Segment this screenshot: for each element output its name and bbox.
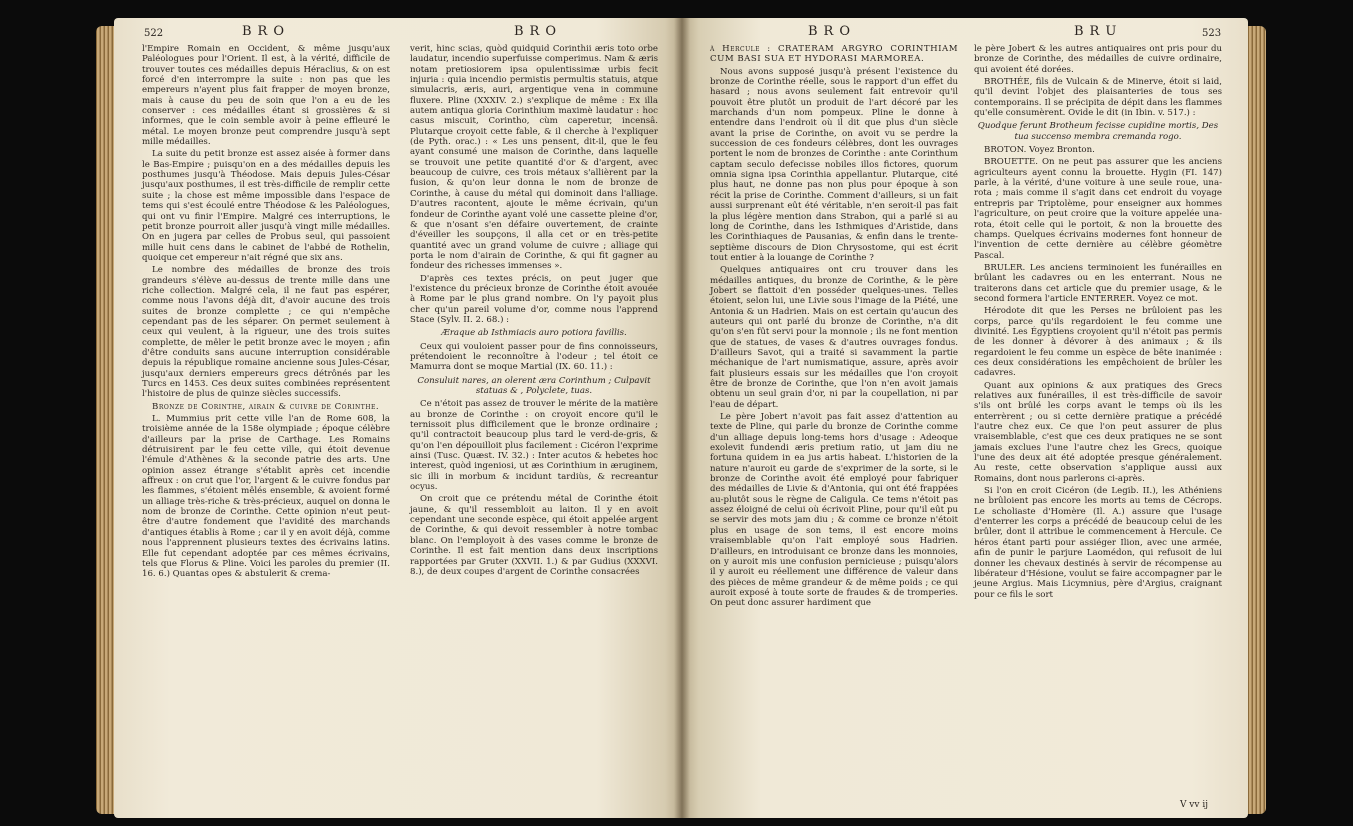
left-page-column-2	[410, 44, 658, 579]
book-gutter	[674, 18, 690, 818]
paragraph: le père Jobert & les autres antiquaires ont pris pour du bronze de Corinthe, des médailles de cuivre ordinaire, qui avoient été dorées.	[974, 44, 1222, 75]
right-page-column-1	[710, 44, 958, 611]
verse-quote: Consuluit nares, an olerent æra Corinthum ; Culpavit statuas & , Polyclete, tuas.	[417, 375, 651, 396]
running-head-left-col1: BRO	[242, 24, 290, 39]
entry-bruler: BRULER. Les anciens terminoient les funérailles en brûlant les cadavres ou en les enterrant. Nous ne traiterons dans cet article que du premier usage, & le second formera l'article ENTERRER. Voyez ce mot.	[974, 262, 1222, 304]
verse-quote: Æraque ab Isthmiacis auro potiora favillis.	[441, 328, 627, 339]
paragraph: Le nombre des médailles de bronze des trois grandeurs s'élève au-dessus de trente mille dans une riche collection. Malgré cela, il ne faut pas espérer, comme nous l'avons déjà dit, d'avoir aucune des trois suites de bronze complette ; ce qui n'empêche cependant pas de les séparer. On permet seulement à ceux qui veulent, à la rigueur, une des trois suites complette, de mêler le petit bronze avec le moyen ; afin d'être conduits sans aucune interruption considérable depuis la république romaine ancienne sous Jules-César, jusqu'aux derniers empereurs grecs détrônés par les Turcs en 1453. Ces deux suites combinées représentent l'histoire de plus de quinze siècles successifs.	[142, 265, 390, 400]
paragraph: Hérodote dit que les Perses ne brûloient pas les corps, parce qu'ils regardoient le feu comme une divinité. Les Égyptiens croyoient qu'il n'étoit pas permis de les donner à dévorer à des animaux ; & ils regardoient le feu comme un espèce de bête inanimée : ces deux considérations les empêchoient de brûler les cadavres.	[974, 306, 1222, 379]
paragraph: l'Empire Romain en Occident, & même jusqu'aux Paléologues pour l'Orient. Il est, à la vérité, difficile de trouver toutes ces médailles depuis Héraclius, & on est forcé d'en interrompre la suite : non pas que les empereurs n'ayent plus fait frapper de moyen bronze, mais à cause du peu de soin que l'on a eu de les conserver : ces médailles étant si grossières & si informes, que le coin semble avoir à peine effleuré le métal. Le moyen bronze peut comprendre jusqu'à sept mille médailles.	[142, 44, 390, 148]
running-head-left-col2: BRO	[514, 24, 562, 39]
page-number-left: 522	[144, 28, 164, 39]
left-page-column-1	[142, 44, 390, 582]
paragraph: La suite du petit bronze est assez aisée à former dans le Bas-Empire ; puisqu'on en a des médailles depuis les posthumes jusqu'à Théodose. Mais depuis Jules-César jusqu'aux posthumes, il est très-difficile de remplir cette suite ; la chose est même impossible dans l'espace de tems qui s'est écoulé entre Théodose & les Paléologues, qui ont vu finir l'Empire. Malgré ces interruptions, le petit bronze pourroit aller jusqu'à vingt mille médailles. On en jugera par celles de Probus seul, qui passoient mille huit cens dans le cabinet de l'abbé de Rothelin, quoique cet empereur n'ait régné que six ans.	[142, 149, 390, 263]
paragraph: D'après ces textes précis, on peut juger que l'existence du précieux bronze de Corinthe étoit avouée à Rome par le plus grand nombre. On l'y payoit plus cher qu'un pareil volume d'or, comme nous l'apprend Stace (Sylv. II. 2. 68.) :	[410, 273, 658, 325]
signature-mark: V vv ij	[1179, 800, 1208, 810]
paragraph: Quelques antiquaires ont cru trouver dans les médailles antiques, du bronze de Corinthe, & le père Jobert se flattoit d'en posséder quelques-unes. Telles étoient, selon lui, une Livie sous l'image de la Piété, une Antonia & un Hadrien. Mais on est certain qu'aucun des auteurs qui ont parlé du bronze de Corinthe, n'a dit qu'on s'en fût servi pour la monnoie ; ils ne font mention que de statues, de vases & d'autres ouvrages fondus. D'ailleurs Savot, qui a traité si savamment la partie méchanique de l'art numismatique, assure, après avoir fait plusieurs essais sur les médailles que l'on croyoit être de bronze de Corinthe, que l'on n'en avoit jamais obtenu un seul grain d'or, ni par la coupellation, ni par l'eau de départ.	[710, 265, 958, 410]
verse-quote: Quodque ferunt Brotheum fecisse cupidine mortis, Des tua succenso membra cremanda rogo.	[977, 121, 1219, 142]
paragraph: Ceux qui vouloient passer pour de fins connoisseurs, prétendoient le reconnoître à l'odeur ; tel étoit ce Mamurra dont se moque Martial (IX. 60. 11.) :	[410, 341, 658, 373]
running-head-right-col1: BRO	[808, 24, 856, 39]
entry-heading: Bronze de Corinthe, airain & cuivre de Corinthe.	[152, 401, 380, 412]
right-page	[682, 18, 1248, 818]
paragraph: L. Mummius prit cette ville l'an de Rome 608, la troisième année de la 158e olympiade ; époque célèbre d'ailleurs par la prise de Carthage. Les Romains détruisirent par le feu cette ville, qui étoit devenue l'émule d'Athènes & la seconde patrie des arts. Une opinion assez étrange s'établit après cet incendie affreux : on crut que l'or, l'argent & le cuivre fondus par les flammes, s'étoient mêlés ensemble, & avoient formé un alliage très-riche & très-précieux, auquel on donna le nom de bronze de Corinthe. Cette opinion n'eut peut-être d'autre fondement que l'avidité des marchands d'antiques établis à Rome ; car il y en avoit déjà, comme nous l'apprennent plusieurs textes des écrivains latins. Elle fut cependant adoptée par ces mêmes écrivains, tels que Florus & Pline. Voici les paroles du premier (II. 16. 6.) Quantas opes & abstulerit & crema-	[142, 414, 390, 580]
entry-brouette: BROUETTE. On ne peut pas assurer que les anciens agriculteurs ayent connu la brouette. Hygin (FI. 147) parle, à la vérité, d'une voiture à une seule roue, una-rota ; mais comme il s'agit dans cet endroit du voyage entrepris par Triptolème, pour enseigner aux hommes l'agriculture, on peut croire que la voiture appelée una-rota, étoit celle qui le portoit, & non la brouette des champs. Quelques écrivains modernes font honneur de l'invention de cette dernière au célèbre géomètre Pascal.	[974, 157, 1222, 261]
paragraph: Quant aux opinions & aux pratiques des Grecs relatives aux funérailles, il est très-difficile de savoir s'ils ont brûlé les corps avant le temps où ils les enterrèrent ; ou si cette dernière pratique a précédé l'autre chez eux. Ce que l'on peut assurer de plus vraisemblable, c'est que ces deux pratiques ne se sont jamais exclues l'une l'autre chez les Grecs, quoique l'une des deux ait été adoptée presque généralement. Au reste, cette observation s'applique aussi aux Romains, dont nous parlerons ci-après.	[974, 380, 1222, 484]
paragraph: verit, hinc scias, quòd quidquid Corinthii æris toto orbe laudatur, incendio superfuisse comperimus. Nam & æris notam pretiosiorem ipsa opulentissimæ urbis fecit injuria : quia incendio permistis permultis statuis, atque simulacris, æris, auri, argentique vena in commune fluxere. Pline (XXXIV. 2.) s'explique de même : Ex illa autem antiqua gloria Corinthium maximè laudatur : hoc casus miscuit, Corintho, cùm caperetur, incensâ. Plutarque croyoit cette fable, & il cherche à l'expliquer (de Pyth. orac.) : « Les uns pensent, dit-il, que le feu ayant consumé une maison de Corinthe, dans laquelle se trouvoit une petite quantité d'or & d'argent, avec beaucoup de cuivre, ces trois métaux s'allièrent par la fusion, & qu'on leur donna le nom de bronze de Corinthe, à cause du métal qui dominoit dans l'alliage. D'autres racontent, ajoute le même écrivain, qu'un fondeur de Corinthe ayant volé une cassette pleine d'or, & que n'osant s'en défaire ouvertement, de crainte d'éveiller les soupçons, il alla cet or en très-petite quantité avec un grand volume de cuivre ; alliage qui porta le nom d'airain de Corinthe, & qui fit gagner au fondeur des richesses immenses ».	[410, 44, 658, 272]
page-number-right: 523	[1202, 28, 1222, 39]
paragraph: Le père Jobert n'avoit pas fait assez d'attention au texte de Pline, qui parle du bronze de Corinthe comme d'un alliage depuis long-tems hors d'usage : Adeoque exolevit fundendi æris pretium ratio, ut jam diu ne fortuna quidem in ea jus artis habeat. L'historien de la nature n'auroit eu garde de s'exprimer de la sorte, si le bronze de Corinthe avoit été employé pour fabriquer des médailles de Livie & d'Antonia, qui ont été frappées au-plutôt sous le règne de Caligula. Ce tems n'étoit pas assez éloigné de celui où écrivoit Pline, pour qu'il eût pu se servir des mots jam diu ; & comme ce bronze n'étoit plus en usage de son tems, il est encore moins vraisemblable qu'on l'ait employé sous Hadrien. D'ailleurs, en introduisant ce bronze dans les monnoies, on y auroit mis une confusion pernicieuse ; puisqu'alors il y auroit eu réellement une différence de valeur dans des pièces de même grandeur & de même poids ; ce qui auroit exposé à toute sorte de fraudes & de tromperies. On peut donc assurer hardiment que	[710, 412, 958, 609]
left-page	[114, 18, 682, 818]
right-page-column-2	[974, 44, 1222, 602]
entry-broton: BROTON. Voyez Bronton.	[984, 145, 1095, 156]
running-head-right-col2: BRU	[1074, 24, 1123, 39]
paragraph: Ce n'étoit pas assez de trouver le mérite de la matière au bronze de Corinthe : on croyoit encore qu'il le ternissoit plus difficilement que le bronze ordinaire ; qu'il contractoit beaucoup plus tard le verd-de-gris, & qu'on l'en dépouilloit plus facilement : Cicéron l'exprime ainsi (Tusc. Quæst. IV. 32.) : Inter acutos & hebetes hoc interest, quòd ingeniosi, ut æs Corinthium in æruginem, sic illi in morbum & incidunt tardiùs, & recreantur ocyus.	[410, 399, 658, 493]
open-book	[96, 18, 1266, 818]
paragraph: Nous avons supposé jusqu'à présent l'existence du bronze de Corinthe réelle, sous le rapport d'un effet du hasard ; nous avons seulement fait entrevoir qu'il pouvoit être plutôt un produit de l'art décoré par les marchands d'un nom pompeux. Pline le donne à entendre dans l'endroit où il dit que plus d'un siècle avant la prise de Corinthe, on avoit vu se perdre la succession de ces fondeurs célèbres, dont les ouvrages portent le nom de bronzes de Corinthe : ante Corinthum captam seculo defecisse nobiles illos fictores, quorum omnia signa ipsa Corinthia appellantur. Plutarque, cité plus haut, ne donne pas non plus pour époque à son récit la prise de Corinthe. Comment d'ailleurs, si un fait aussi surprenant eût été véritable, n'en seroit-il pas fait la plus légère mention dans Strabon, qui a parlé si au long de Corinthe, dans les Isthmiques d'Aristide, dans les Corinthiaques de Pausanias, & enfin dans le trente-septième discours de Dion Chrysostome, qui est écrit tout entier à la louange de Corinthe ?	[710, 66, 958, 263]
paragraph: On croit que ce prétendu métal de Corinthe étoit jaune, & qu'il ressembloit au laiton. Il y en avoit cependant une seconde espèce, qui étoit appelée argent de Corinthe, & qui devoit ressembler à notre tombac blanc. On l'employoit à des vases comme le bronze de Corinthe. Il est fait mention dans deux inscriptions rapportées par Gruter (XXVII. 1.) & par Gudius (XXXVI. 8.), de deux coupes d'argent de Corinthe consacrées	[410, 494, 658, 577]
inscription: à Hercule : CRATERAM ARGYRO CORINTHIAM CUM BASI SUA ET HYDORASI MARMOREA.	[710, 44, 958, 65]
entry-brothee: BROTHÉE, fils de Vulcain & de Minerve, étoit si laid, qu'il devint l'objet des plaisanteries de tous ses contemporains. Il se précipita de dépit dans les flammes qu'elle consumèrent. Ovide le dit (in Ibin. v. 517.) :	[974, 77, 1222, 119]
paragraph: Si l'on en croit Cicéron (de Legib. II.), les Athéniens ne brûloient pas encore les morts au tems de Cécrops. Le scholiaste d'Homère (Il. A.) assure que l'usage d'enterrer les corps a précédé de beaucoup celui de les brûler, dont il attribue le commencement à Hercule. Ce héros étant parti pour assiéger Ilion, avec une armée, afin de punir le parjure Laomédon, qui refusoit de lui donner les chevaux destinés à servir de récompense au libérateur d'Hésione, voulut se faire accompagner par le jeune Argius. Mais Licymnius, père d'Argius, craignant pour ce fils le sort	[974, 486, 1222, 600]
